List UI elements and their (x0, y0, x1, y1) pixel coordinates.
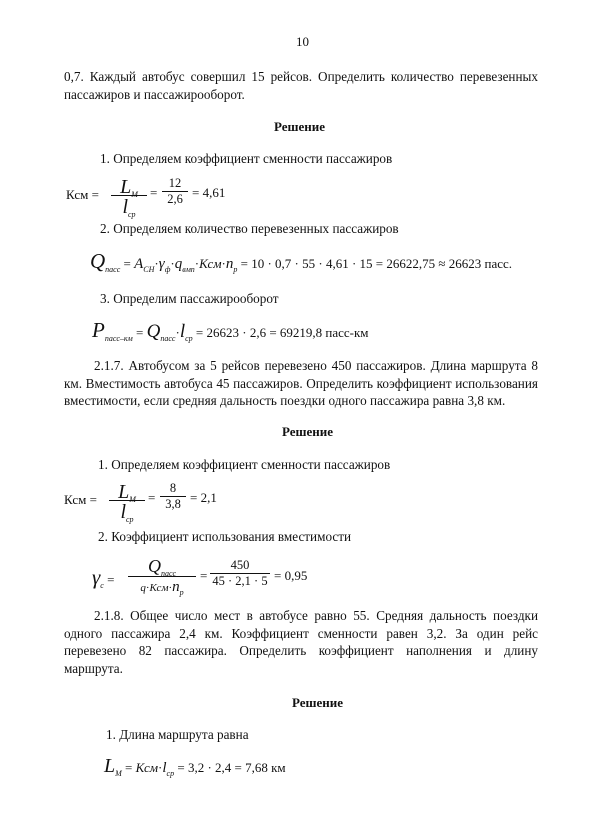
problem-line: одного пассажира 2,4 км. Коэффициент сменности равен 3,2. За один рейс (64, 625, 538, 641)
formula-passenger-turnover: $P_{пасс-км} = Q_{пасс}\cdot l_{ср} = 26623 \cdot 2,6 = 69219,8$ пасс-км (92, 318, 369, 343)
formula-lhs: $\gamma_с$ = (92, 565, 115, 590)
step-text: 1. Длина маршрута равна (106, 727, 249, 742)
fraction-symbolic: $L_М$ $l_{ср}$ (109, 481, 145, 521)
problem-paragraph-2-1-7 (64, 357, 538, 410)
section-heading: Решение (292, 695, 344, 710)
formula-result: = 4,61 (192, 185, 226, 200)
formula-lhs: Ксм = (66, 187, 99, 202)
equals-sign: = (148, 490, 156, 505)
step-text: 1. Определяем коэффициент сменности пассажиров (100, 151, 393, 166)
page-number: 10 (296, 34, 309, 49)
problem-line: маршрута. (64, 660, 123, 676)
problem-line: 2.1.7. Автобусом за 5 рейсов перевезено 450 пассажиров. Длина маршрута 8 (94, 358, 538, 373)
formula-result: = 2,1 (190, 490, 217, 505)
fraction-numeric: $\frac{8}{3,8}$ (160, 481, 186, 512)
fraction-symbolic: $L_М$ $l_{ср}$ (111, 176, 147, 216)
step-text: 2. Коэффициент использования вместимости (98, 529, 352, 544)
step-text: 2. Определяем количество перевезенных пассажиров (100, 221, 399, 236)
step-text: 1. Определяем коэффициент сменности пассажиров (98, 457, 391, 472)
equals-sign: = (200, 568, 208, 583)
formula-result: = 0,95 (274, 568, 308, 583)
problem-line: вместимости, если средняя дальность поездки одного пассажира равна 3,8 км. (64, 393, 506, 408)
equals-sign: = (150, 185, 158, 200)
step-text: 3. Определим пассажирооборот (100, 291, 279, 306)
formula-route-length: $L_М = Ксм\cdot l_{ср} = 3,2 \cdot 2,4 = 7,68$ км (104, 755, 286, 778)
fraction-numeric: $\frac{450}{45 \cdot 2,1 \cdot 5}$ (210, 558, 270, 589)
problem-line: 2.1.8. Общее число мест в автобусе равно 55. Средняя дальность поездки (94, 608, 538, 623)
formula-q-passengers: $Q_{пасс} = A_{CH}\cdot\gamma_ф\cdot q_{вмп}\cdot Ксм\cdot n_p = 10 \cdot 0,7 \cdot 55 \cdot 4,61 \cdot 15 = 26622,75 \approx 26623$ пасс. (90, 249, 513, 274)
fraction-numeric: $\frac{12}{2,6}$ (162, 176, 188, 207)
intro-line: пассажиров и пассажирооборот. (64, 86, 245, 102)
fraction-symbolic: $Q_{пасс}$ $q\cdot Ксм\cdot n_p$ (128, 556, 196, 599)
intro-line: 0,7. Каждый автобус совершил 15 рейсов. Определить количество перевезенных (64, 69, 538, 84)
problem-paragraph-2-1-8 (64, 607, 538, 677)
formula-lhs: Ксм = (64, 492, 97, 507)
intro-paragraph (64, 68, 538, 102)
section-heading: Решение (282, 424, 334, 439)
section-heading: Решение (274, 119, 326, 134)
problem-line: перевезено 82 пассажира. Определить коэффициент наполнения и длину (64, 643, 538, 658)
problem-line: км. Вместимость автобуса 45 пассажиров. Определить коэффициент использования (64, 375, 538, 391)
